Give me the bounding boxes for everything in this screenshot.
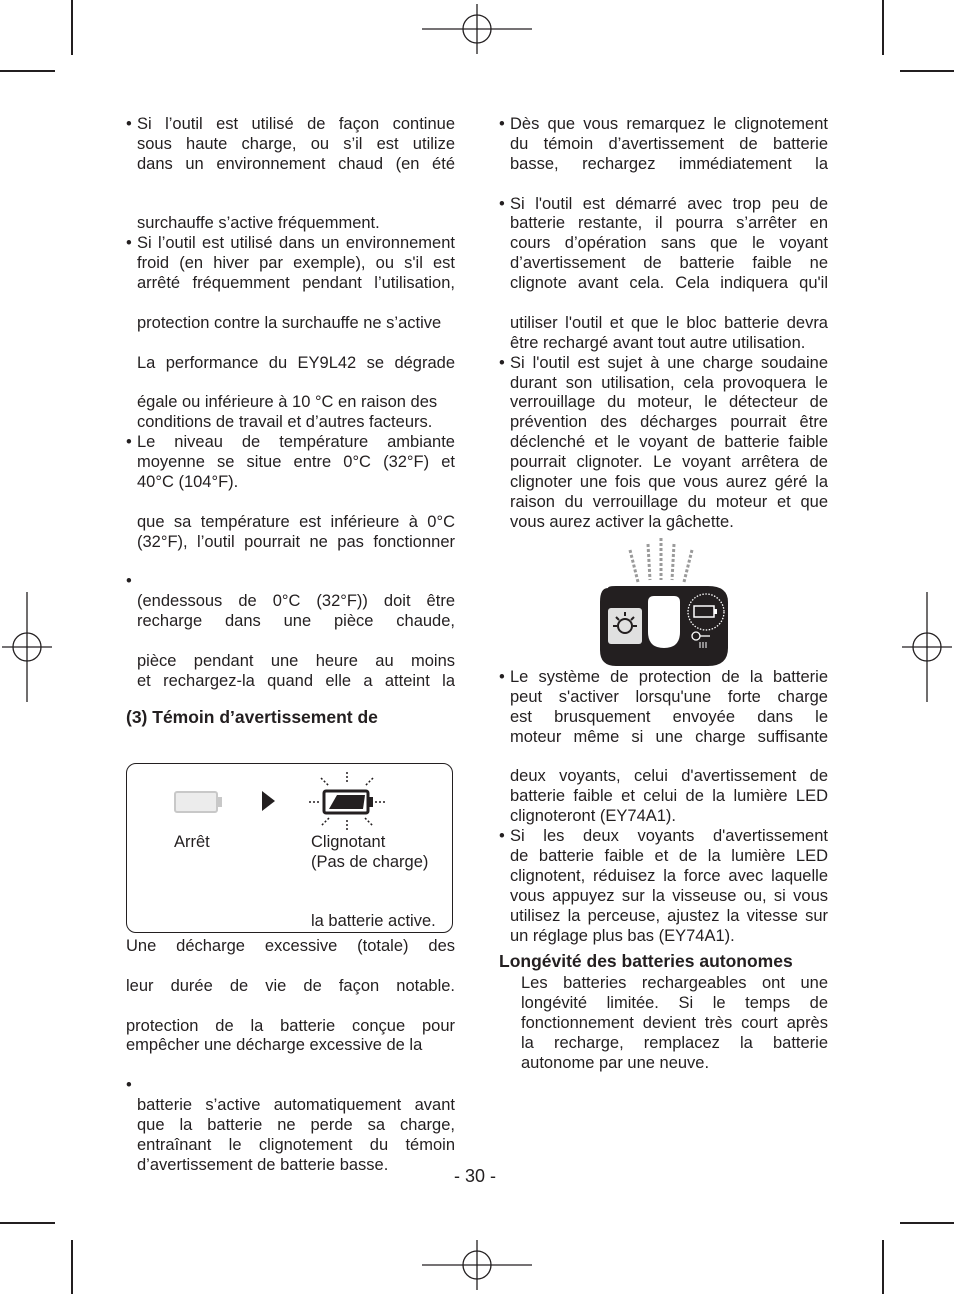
text-line: Le système de protection de la batterie bbox=[510, 668, 828, 686]
text-line: vous aurez activer la gâchette. bbox=[510, 512, 734, 531]
text-line: arrêté fréquemment pendant l’utilisation, bbox=[137, 274, 455, 293]
text-line: clignoter une fois que vous aurez géré la bbox=[510, 473, 828, 492]
text-line: d’avertissement de batterie basse. bbox=[137, 1155, 389, 1174]
text-line: Une décharge excessive (totale) des bbox=[126, 937, 455, 955]
text-line: moteur même si une charge suffisante bbox=[510, 727, 828, 746]
text-line: (32°F), l’outil pourrait ne pas fonctionner bbox=[137, 532, 455, 551]
left-column-lower bbox=[126, 937, 455, 1176]
bullet-item bbox=[499, 668, 828, 827]
left-column bbox=[126, 115, 455, 732]
text-line: durant son utilisation, cela provoquera le bbox=[510, 373, 828, 392]
text-line: pourrait clignoter. Le voyant arrêtera de bbox=[510, 453, 828, 472]
text-line: utiliser l'outil et que le bloc batterie devra bbox=[510, 313, 828, 332]
crop-mark bbox=[882, 1240, 884, 1294]
text-line: d’avertissement de batterie faible ne bbox=[510, 254, 828, 273]
bullet-item bbox=[126, 115, 455, 175]
text-line: utilisez la perceuse, ajustez la vitesse sur bbox=[510, 906, 828, 925]
bullet-item bbox=[499, 354, 828, 533]
text-line: un réglage plus bas (EY74A1). bbox=[510, 926, 735, 945]
off-label: Arrêt bbox=[174, 833, 210, 851]
text-line: protection de la batterie conçue pour bbox=[126, 1016, 455, 1035]
battery-off-icon bbox=[173, 786, 225, 816]
bullet-glyph: • bbox=[126, 115, 132, 133]
text-line: est brusquement envoyée dans le bbox=[510, 707, 828, 726]
bullet-item bbox=[126, 433, 455, 493]
text-line: leur durée de vie de façon notable. bbox=[126, 976, 455, 995]
text-line: verrouillage du moteur, le détecteur de bbox=[510, 393, 828, 412]
text-line: empêcher une décharge excessive de la bbox=[126, 1036, 423, 1055]
text-line: deux voyants, celui d'avertissement de bbox=[510, 767, 828, 786]
bullet-glyph: • bbox=[499, 194, 505, 213]
page-number: - 30 - bbox=[454, 1166, 497, 1186]
text-line: clignoteront (EY74A1). bbox=[510, 807, 677, 826]
text-line: Si l'outil est sujet à une charge soudaine bbox=[510, 353, 828, 372]
text-line: clignote avant cela. Cela indiquera qu'il bbox=[510, 274, 828, 293]
text-line: entraînant le clignotement du témoin bbox=[137, 1135, 455, 1154]
text-line: autonome par une neuve. bbox=[521, 1054, 710, 1073]
text-line: cours d’opération sans que le voyant bbox=[510, 234, 828, 253]
bullet-glyph: • bbox=[499, 668, 505, 686]
blinking-label: Clignotant bbox=[311, 833, 386, 851]
section-heading: Longévité des batteries autonomes bbox=[499, 952, 793, 972]
text-line: peut s'activer lorsqu'une forte charge bbox=[510, 687, 828, 706]
battery-blinking-icon bbox=[307, 770, 387, 834]
text-line: Le niveau de température ambiante bbox=[137, 433, 455, 452]
text-line: sous haute charge, ou s’il est utilize bbox=[137, 134, 455, 153]
section-heading: (3) Témoin d’avertissement de bbox=[126, 707, 378, 727]
text-line: batterie s’active automatiquement avant bbox=[137, 1096, 455, 1115]
bullet-glyph: • bbox=[126, 433, 132, 452]
bullet-glyph: • bbox=[126, 572, 132, 591]
tool-indicator-illustration bbox=[596, 536, 732, 668]
text-line: de batterie faible et de la lumière LED bbox=[510, 847, 828, 866]
text-line: prévention des décharges pourrait être bbox=[510, 413, 828, 432]
text-line: protection contre la surchauffe ne s’active bbox=[137, 313, 442, 332]
text-line: Si l’outil est utilisé de façon continue bbox=[137, 115, 455, 133]
bullet-item bbox=[499, 195, 828, 354]
crop-mark bbox=[900, 70, 954, 72]
text-line: recharge dans une pièce chaude, bbox=[137, 612, 455, 631]
text-line: dans un environnement chaud (en été bbox=[137, 154, 455, 173]
crop-mark bbox=[900, 1222, 954, 1224]
bullet-item bbox=[126, 234, 455, 294]
bullet-item bbox=[499, 827, 828, 946]
bullet-glyph: • bbox=[126, 234, 132, 253]
crop-mark bbox=[0, 1222, 55, 1224]
arrow-right-icon bbox=[260, 790, 276, 812]
text-line: batterie restante, il pourra s’arrêter en bbox=[510, 214, 828, 233]
no-charge-label: (Pas de charge) bbox=[311, 853, 429, 871]
active-label: la batterie active. bbox=[311, 912, 436, 930]
registration-mark bbox=[422, 1240, 532, 1290]
text-line: basse, rechargez immédiatement la bbox=[510, 154, 828, 173]
bullet-glyph: • bbox=[499, 827, 505, 846]
text-line: conditions de travail et d’autres facteurs. bbox=[137, 413, 433, 432]
text-line: fonctionnement devient très court après bbox=[521, 1014, 828, 1033]
bullet-glyph: • bbox=[126, 1076, 132, 1095]
text-line: La performance du EY9L42 se dégrade bbox=[137, 353, 455, 372]
text-line: être rechargé avant tout autre utilisation. bbox=[510, 333, 806, 352]
text-line: longévité limitée. Si le temps de bbox=[521, 994, 828, 1013]
right-column bbox=[499, 115, 828, 533]
text-line: et rechargez-la quand elle a atteint la bbox=[137, 671, 455, 690]
text-line: égale ou inférieure à 10 °C en raison des bbox=[137, 393, 438, 412]
text-line: raison du verrouillage du moteur et que bbox=[510, 492, 828, 511]
bullet-item bbox=[126, 572, 455, 691]
text-line: que sa température est inférieure à 0°C bbox=[137, 512, 455, 531]
text-line: Si les deux voyants d'avertissement bbox=[510, 827, 828, 846]
text-line: Si l’outil est utilisé dans un environnement bbox=[137, 234, 455, 253]
text-line: 40°C (104°F). bbox=[137, 473, 239, 492]
text-line: pièce pendant une heure au moins bbox=[137, 652, 455, 671]
text-line: Dès que vous remarquez le clignotement bbox=[510, 115, 828, 133]
text-line: batterie faible et celui de la lumière LED bbox=[510, 787, 828, 806]
text-line: la recharge, remplacez la batterie bbox=[521, 1034, 828, 1053]
bullet-item bbox=[499, 115, 828, 175]
text-line: Les batteries rechargeables ont une bbox=[521, 974, 828, 993]
registration-mark bbox=[902, 592, 952, 702]
right-column-lower bbox=[499, 668, 828, 1074]
text-line: que la batterie ne perde sa charge, bbox=[137, 1116, 455, 1135]
text-line: du témoin d’avertissement de batterie bbox=[510, 134, 828, 153]
text-line: surchauffe s’active fréquemment. bbox=[137, 214, 380, 233]
text-line: froid (en hiver par exemple), ou s'il est bbox=[137, 254, 455, 273]
crop-mark bbox=[71, 0, 73, 55]
text-line: déclenché et le voyant de batterie faible bbox=[510, 433, 828, 452]
registration-mark bbox=[2, 592, 52, 702]
crop-mark bbox=[0, 70, 55, 72]
bullet-glyph: • bbox=[499, 353, 505, 372]
text-line: Si l'outil est démarré avec trop peu de bbox=[510, 194, 828, 213]
registration-mark bbox=[422, 4, 532, 54]
paragraph bbox=[499, 974, 828, 1073]
crop-mark bbox=[882, 0, 884, 55]
battery-indicator-box bbox=[126, 763, 453, 933]
text-line: vous appuyez sur la visseuse ou, si vous bbox=[510, 886, 828, 905]
text-line: (endessous de 0°C (32°F)) doit être bbox=[137, 592, 455, 611]
bullet-item bbox=[126, 1076, 455, 1175]
bullet-glyph: • bbox=[499, 115, 505, 133]
text-line: clignotent, réduisez la force avec laquelle bbox=[510, 866, 828, 885]
text-line: moyenne se situe entre 0°C (32°F) et bbox=[137, 453, 455, 472]
crop-mark bbox=[71, 1240, 73, 1294]
